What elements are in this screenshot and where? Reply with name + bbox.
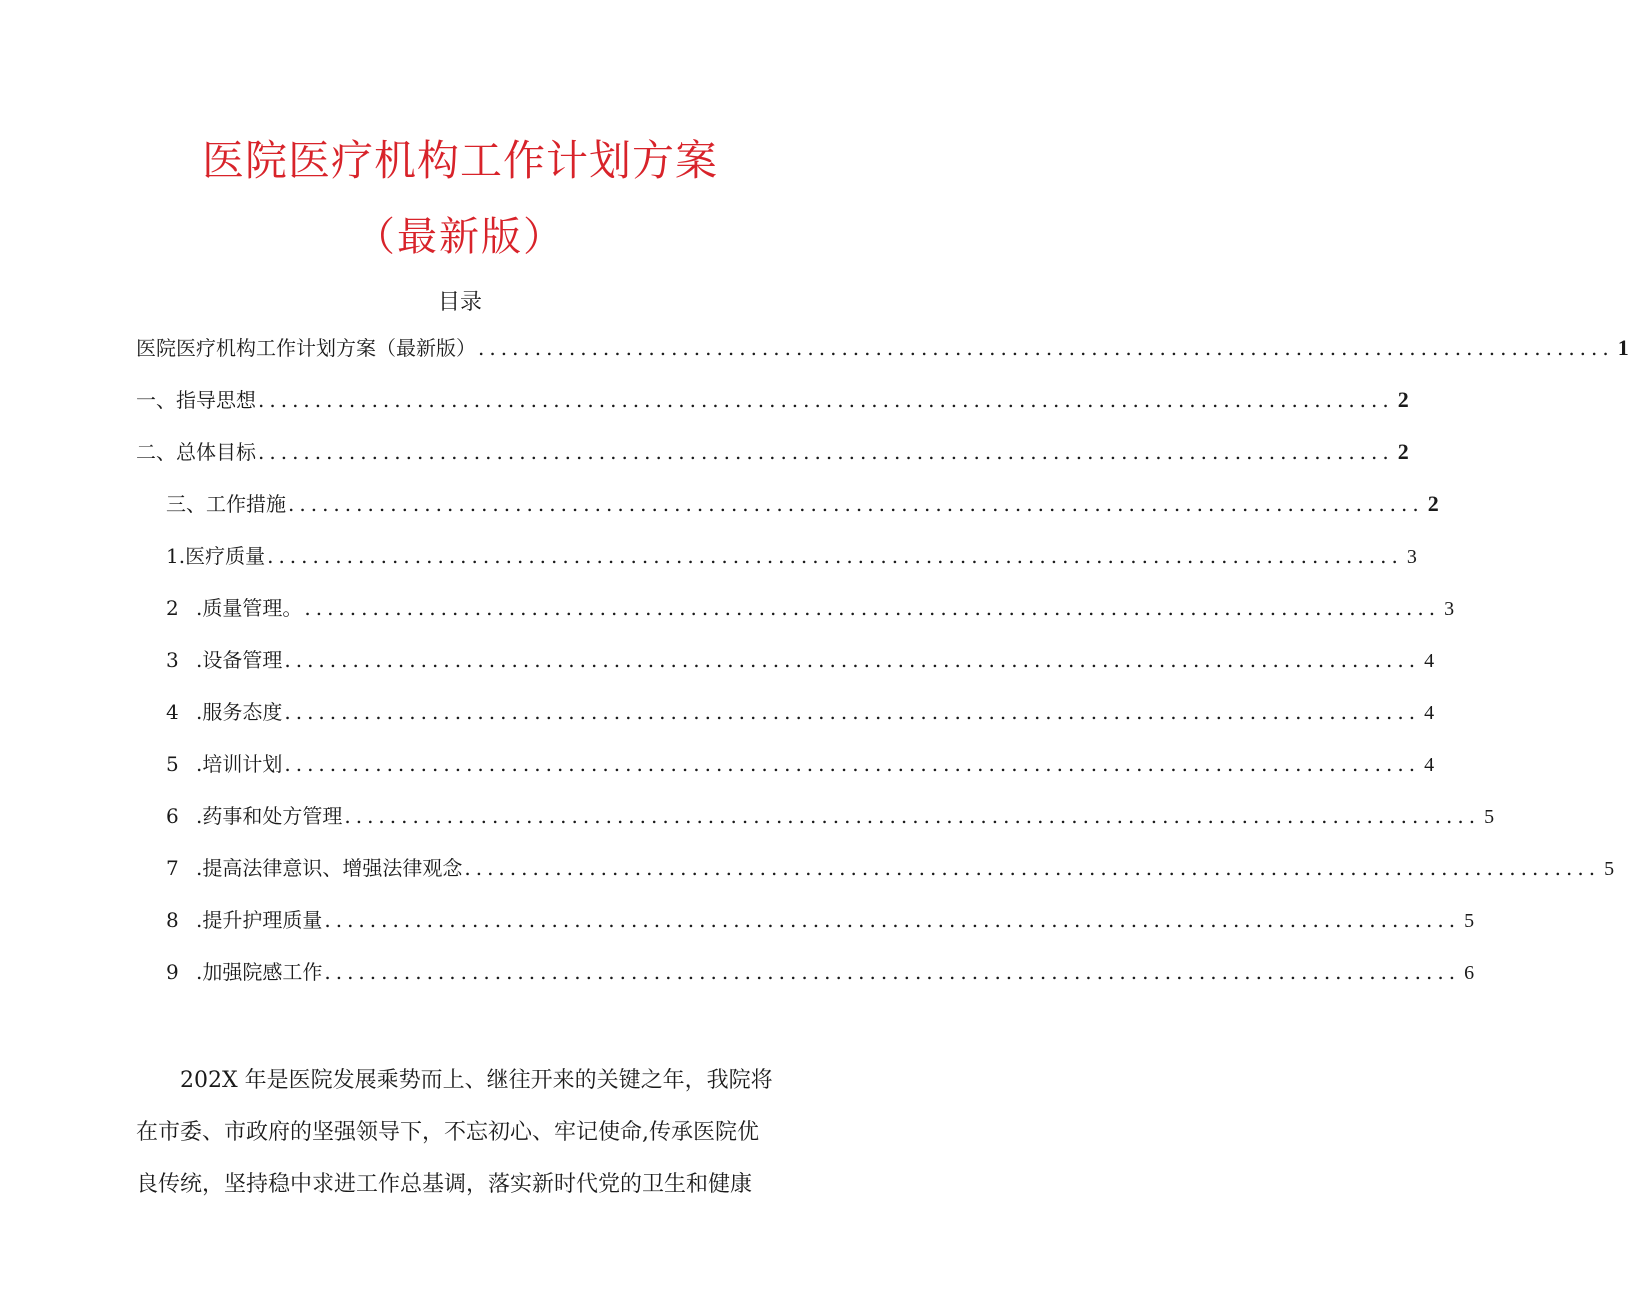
body-line: 202X 年是医院发展乘势而上、继往开来的关键之年，我院将 (180, 1068, 773, 1093)
toc-leader: .................................................................................................... (288, 492, 1424, 516)
toc-leader: .................................................................................................... (324, 908, 1461, 932)
toc-entry-label: .提高法律意识、增强法律观念 (196, 856, 463, 880)
toc-entry-page: 3 (1444, 598, 1455, 620)
toc-entry-number: 6 (166, 804, 179, 828)
toc-leader: .................................................................................................... (324, 960, 1461, 984)
toc-leader: .................................................................................................... (258, 440, 1394, 464)
body-line: 在市委、市政府的坚强领导下，不忘初心、牢记使命,传承医院优 (136, 1120, 759, 1145)
toc-entry-page: 5 (1484, 806, 1495, 828)
toc-entry-number: 1. (166, 544, 186, 568)
toc-entry[interactable] (166, 748, 1435, 782)
document-title: 医院医疗机构工作计划方案 (201, 136, 718, 185)
toc-leader: .................................................................................................... (478, 336, 1614, 360)
toc-entry-label: 二、总体目标 (136, 440, 256, 464)
toc-entry[interactable] (166, 592, 1455, 626)
toc-entry-label: .设备管理 (196, 648, 283, 672)
toc-entry-label: 一、指导思想 (136, 388, 256, 412)
toc-entry-page: 1 (1617, 335, 1629, 360)
toc-leader: .................................................................................................... (284, 700, 1421, 724)
toc-entry[interactable] (136, 436, 1409, 470)
toc-entry-label: .培训计划 (196, 752, 283, 776)
toc-entry[interactable] (166, 696, 1435, 730)
toc-entry-page: 4 (1424, 754, 1435, 776)
toc-entry[interactable] (166, 904, 1475, 938)
toc-entry-label: .加强院感工作 (196, 960, 323, 984)
toc-entry-page: 2 (1427, 491, 1439, 516)
toc-leader: .................................................................................................... (258, 388, 1394, 412)
body-paragraph (136, 1055, 796, 1211)
toc-entry-page: 4 (1424, 702, 1435, 724)
toc-leader: .................................................................................................... (267, 544, 1403, 568)
toc-entry[interactable] (136, 332, 1629, 366)
toc-entry-number: 5 (166, 752, 179, 776)
toc-entry-label: .服务态度 (196, 700, 283, 724)
toc-entry-label: 医院医疗机构工作计划方案（最新版） (136, 336, 476, 360)
toc-entry[interactable] (166, 852, 1615, 886)
toc-entry-number: 7 (166, 856, 179, 880)
toc-entry-label: 医疗质量 (185, 544, 266, 568)
toc-entry-label: .提升护理质量 (196, 908, 323, 932)
document-subtitle: （最新版） (355, 214, 565, 260)
toc-leader: .................................................................................................... (304, 596, 1441, 620)
toc-leader: .................................................................................................... (284, 648, 1421, 672)
toc-entry[interactable] (166, 800, 1495, 834)
toc-entry-label: 三、工作措施 (166, 492, 286, 516)
toc-heading: 目录 (437, 290, 482, 315)
toc-entry-number: 2 (166, 596, 179, 620)
toc-leader: .................................................................................................... (344, 804, 1481, 828)
toc-entry-page: 5 (1464, 910, 1475, 932)
toc-entry-page: 2 (1397, 439, 1409, 464)
toc-entry-number: 8 (166, 908, 179, 932)
toc-entry[interactable] (166, 488, 1439, 522)
toc-entry-page: 2 (1397, 387, 1409, 412)
toc-entry[interactable] (166, 540, 1417, 574)
toc-entry-page: 4 (1424, 650, 1435, 672)
toc-leader: .................................................................................................... (284, 752, 1421, 776)
toc-entry-page: 6 (1464, 962, 1475, 984)
toc-entry-number: 9 (166, 960, 179, 984)
toc-entry[interactable] (166, 956, 1475, 990)
toc-entry-label: .质量管理。 (196, 596, 303, 620)
toc-entry-number: 4 (166, 700, 179, 724)
toc-entry-page: 5 (1604, 858, 1615, 880)
toc-entry-label: .药事和处方管理 (196, 804, 343, 828)
toc-entry[interactable] (166, 644, 1435, 678)
toc-entry[interactable] (136, 384, 1409, 418)
toc-entry-number: 3 (166, 648, 179, 672)
toc-leader: .................................................................................................... (464, 856, 1601, 880)
body-line: 良传统，坚持稳中求进工作总基调，落实新时代党的卫生和健康 (136, 1172, 753, 1197)
toc-entry-page: 3 (1406, 546, 1417, 568)
